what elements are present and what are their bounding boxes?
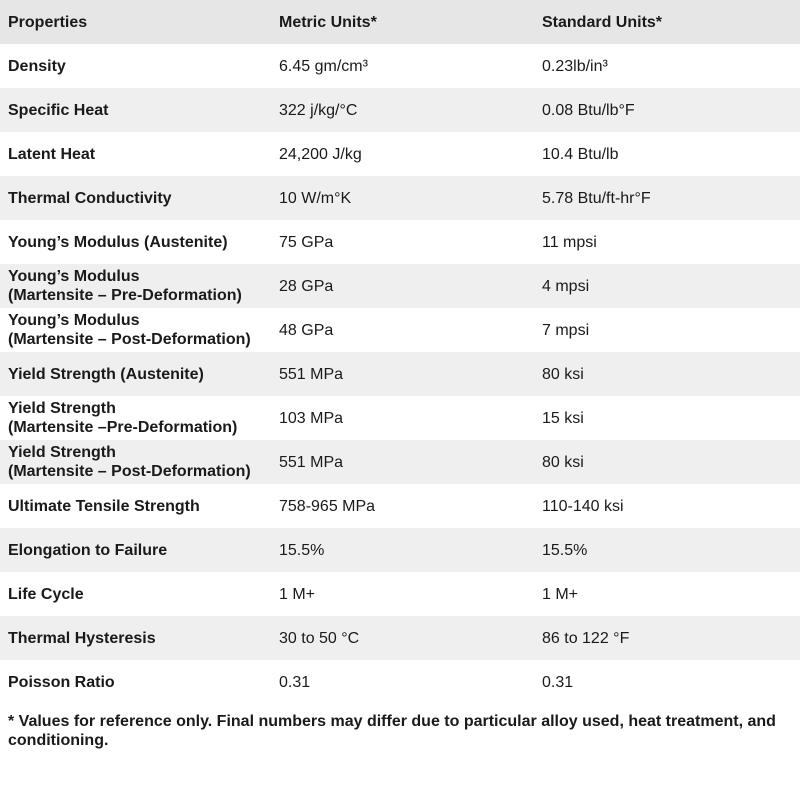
property-name: Young’s Modulus [8,312,140,329]
table-row [0,660,800,704]
metric-value: 103 MPa [271,396,534,440]
metric-value: 1 M+ [271,572,534,616]
table-row [0,484,800,528]
table-row [0,396,800,440]
property-name: Young’s Modulus [8,268,140,285]
property-name-cell [0,616,271,660]
metric-value: 758-965 MPa [271,484,534,528]
property-name: Life Cycle [8,585,84,603]
property-name-cell [0,396,271,440]
property-name: Latent Heat [8,145,96,163]
property-name-qualifier: (Martensite – Post-Deformation) [8,463,251,480]
property-name-qualifier: (Martensite – Post-Deformation) [8,331,251,348]
property-name-cell [0,528,271,572]
property-name-cell [0,440,271,484]
property-name: Yield Strength [8,444,116,461]
property-name-cell [0,132,271,176]
table-row [0,220,800,264]
table-row [0,132,800,176]
property-name: Ultimate Tensile Strength [8,497,200,515]
standard-value: 1 M+ [534,572,800,616]
metric-value: 48 GPa [271,308,534,352]
standard-value: 110-140 ksi [534,484,800,528]
property-name-cell [0,176,271,220]
table-row [0,308,800,352]
metric-value: 24,200 J/kg [271,132,534,176]
property-name-qualifier: (Martensite – Pre-Deformation) [8,287,242,304]
header-properties: Properties [0,0,271,44]
header-row [0,0,800,44]
property-name: Young’s Modulus (Austenite) [8,233,228,251]
property-name: Poisson Ratio [8,673,115,691]
standard-value: 86 to 122 °F [534,616,800,660]
standard-value: 4 mpsi [534,264,800,308]
standard-value: 0.23lb/in³ [534,44,800,88]
property-name: Thermal Hysteresis [8,629,156,647]
standard-value: 5.78 Btu/ft-hr°F [534,176,800,220]
standard-value: 15.5% [534,528,800,572]
header-standard-units: Standard Units* [534,0,800,44]
metric-value: 322 j/kg/°C [271,88,534,132]
standard-value: 7 mpsi [534,308,800,352]
table-row [0,616,800,660]
property-name: Elongation to Failure [8,541,168,559]
table-header [0,0,800,44]
metric-value: 15.5% [271,528,534,572]
table-row [0,572,800,616]
metric-value: 10 W/m°K [271,176,534,220]
metric-value: 75 GPa [271,220,534,264]
metric-value: 551 MPa [271,440,534,484]
property-name: Density [8,57,66,75]
header-metric-units: Metric Units* [271,0,534,44]
metric-value: 551 MPa [271,352,534,396]
property-name: Yield Strength [8,400,116,417]
property-name-cell [0,660,271,704]
table-row [0,528,800,572]
metric-value: 30 to 50 °C [271,616,534,660]
standard-value: 80 ksi [534,440,800,484]
standard-value: 10.4 Btu/lb [534,132,800,176]
property-name: Specific Heat [8,101,109,119]
property-name-qualifier: (Martensite –Pre-Deformation) [8,419,238,436]
table-body [0,44,800,704]
table-row [0,44,800,88]
metric-value: 0.31 [271,660,534,704]
property-name-cell [0,44,271,88]
table-row [0,352,800,396]
standard-value: 80 ksi [534,352,800,396]
property-name-cell [0,88,271,132]
property-name-cell [0,220,271,264]
standard-value: 11 mpsi [534,220,800,264]
standard-value: 0.31 [534,660,800,704]
standard-value: 0.08 Btu/lb°F [534,88,800,132]
property-name-cell [0,264,271,308]
standard-value: 15 ksi [534,396,800,440]
property-name-cell [0,352,271,396]
table-row [0,264,800,308]
metric-value: 28 GPa [271,264,534,308]
property-name-cell [0,308,271,352]
property-name-cell [0,484,271,528]
metric-value: 6.45 gm/cm³ [271,44,534,88]
table-row [0,176,800,220]
property-name: Thermal Conductivity [8,189,172,207]
table-row [0,88,800,132]
table-row [0,440,800,484]
footnote: * Values for reference only. Final numbers may differ due to particular alloy used, heat treatment, and conditioning. [8,713,776,749]
property-name: Yield Strength (Austenite) [8,365,204,383]
property-name-cell [0,572,271,616]
